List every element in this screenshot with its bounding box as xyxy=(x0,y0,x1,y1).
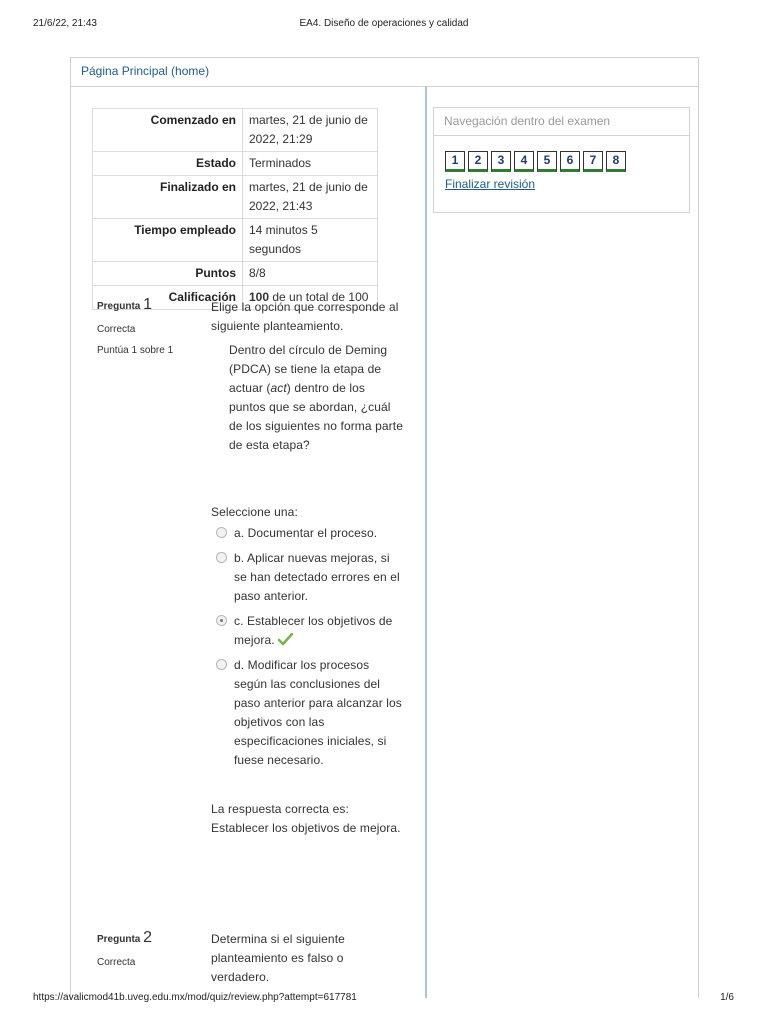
quiz-navigation-block xyxy=(433,107,690,213)
question-1-info xyxy=(97,296,173,366)
nav-question-2-button[interactable]: 2 xyxy=(468,151,488,172)
question-1-feedback: La respuesta correcta es: Establecer los objetivos de mejora. xyxy=(211,802,401,835)
question-number: 1 xyxy=(143,296,153,313)
question-1-prompt: Elige la opción que corresponde al siguiente planteamiento. xyxy=(211,300,399,333)
radio-button-selected[interactable] xyxy=(216,615,227,626)
column-divider xyxy=(425,87,427,998)
summary-row xyxy=(93,176,378,219)
answer-options xyxy=(211,524,405,770)
question-number: 2 xyxy=(143,929,153,946)
question-2-number xyxy=(97,929,152,947)
summary-label: Tiempo empleado xyxy=(93,219,243,262)
print-title: EA4. Diseño de operaciones y calidad xyxy=(299,18,469,29)
statement-text: ) dentro de los puntos que se abordan, ¿cuál de los siguientes no forma parte de esta etapa? xyxy=(229,381,403,452)
summary-label: Finalizado en xyxy=(93,176,243,219)
nav-question-4-button[interactable]: 4 xyxy=(514,151,534,172)
question-2-state: Correcta xyxy=(97,957,136,968)
summary-row xyxy=(93,152,378,176)
nav-question-1-button[interactable]: 1 xyxy=(445,151,465,172)
answer-option-a[interactable] xyxy=(211,524,405,543)
quiz-navigation-title: Navegación dentro del examen xyxy=(434,108,689,136)
statement-emphasis: act xyxy=(270,381,287,395)
grade-total: de un total de 100 xyxy=(272,290,369,304)
print-page-number: 1/6 xyxy=(720,992,734,1003)
question-2-info xyxy=(97,929,152,978)
question-label: Pregunta xyxy=(97,301,141,312)
option-text: a. Documentar el proceso. xyxy=(234,526,378,540)
radio-button[interactable] xyxy=(216,659,227,670)
nav-question-8-button[interactable]: 8 xyxy=(606,151,626,172)
question-1-statement xyxy=(211,341,405,455)
grade-score: 100 xyxy=(249,290,270,304)
breadcrumb-home-link[interactable]: Página Principal (home) xyxy=(81,64,210,78)
attempt-summary-table xyxy=(92,108,378,310)
question-1-grade: Puntúa 1 sobre 1 xyxy=(97,345,174,356)
select-one-label: Seleccione una: xyxy=(211,505,298,519)
option-text: c. Establecer los objetivos de mejora. xyxy=(234,614,393,647)
breadcrumb xyxy=(71,58,698,87)
answer-option-b[interactable] xyxy=(211,549,405,606)
finish-review-link[interactable]: Finalizar revisión xyxy=(445,177,536,191)
summary-value: Terminados xyxy=(243,152,378,176)
summary-label: Calificación xyxy=(93,286,243,310)
option-text: d. Modificar los procesos según las conclusiones del paso anterior para alcanzar los objetivos con las especificaciones iniciales, si fuese necesario. xyxy=(234,658,402,767)
question-label: Pregunta xyxy=(97,934,141,945)
question-2-content xyxy=(211,930,405,987)
summary-row xyxy=(93,109,378,152)
summary-label: Estado xyxy=(93,152,243,176)
question-1-number xyxy=(97,296,173,314)
summary-row xyxy=(93,262,378,286)
question-1-content xyxy=(211,298,405,838)
question-2-prompt: Determina si el siguiente planteamiento es falso o verdadero. xyxy=(211,932,345,984)
summary-value: martes, 21 de junio de 2022, 21:29 xyxy=(243,109,378,152)
radio-button[interactable] xyxy=(216,527,227,538)
nav-question-7-button[interactable]: 7 xyxy=(583,151,603,172)
nav-question-5-button[interactable]: 5 xyxy=(537,151,557,172)
print-header xyxy=(0,18,768,32)
question-1-state: Correcta xyxy=(97,324,136,335)
summary-value: 8/8 xyxy=(243,262,378,286)
quiz-navigation-buttons xyxy=(445,151,629,172)
statement-text: Dentro del círculo de Deming (PDCA) se tiene la etapa de actuar ( xyxy=(229,343,388,395)
correct-check-icon xyxy=(278,633,293,646)
summary-value: 14 minutos 5 segundos xyxy=(243,219,378,262)
answer-option-d[interactable] xyxy=(211,656,405,770)
answer-option-c[interactable] xyxy=(211,612,405,650)
print-datetime: 21/6/22, 21:43 xyxy=(33,18,97,29)
print-url: https://avalicmod41b.uveg.edu.mx/mod/quiz/review.php?attempt=617781 xyxy=(33,992,357,1003)
option-text: b. Aplicar nuevas mejoras, si se han detectado errores en el paso anterior. xyxy=(234,551,400,603)
summary-label: Puntos xyxy=(93,262,243,286)
radio-button[interactable] xyxy=(216,552,227,563)
summary-value: martes, 21 de junio de 2022, 21:43 xyxy=(243,176,378,219)
quiz-review-page xyxy=(70,57,699,998)
nav-question-3-button[interactable]: 3 xyxy=(491,151,511,172)
summary-row xyxy=(93,219,378,262)
nav-question-6-button[interactable]: 6 xyxy=(560,151,580,172)
summary-label: Comenzado en xyxy=(93,109,243,152)
